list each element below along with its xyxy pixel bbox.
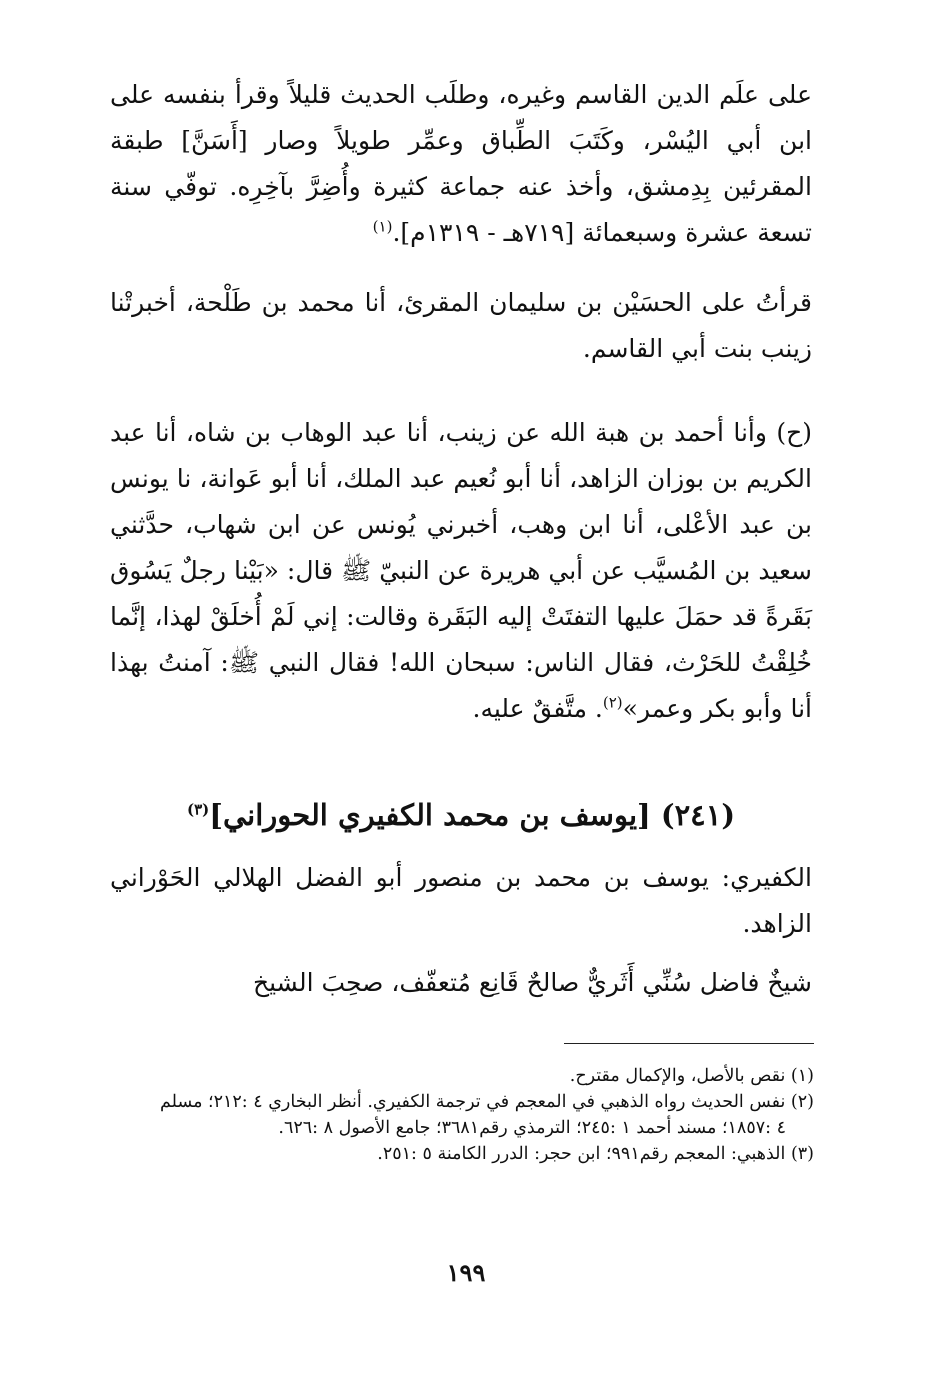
hadith-paragraph <box>110 410 812 732</box>
hadith-text: (ح) وأنا أحمد بن هبة الله عن زينب، أنا عبد الوهاب بن شاه، أنا عبد الكريم بن بوزان الزاهد، أنا أبو نُعيم عبد الملك، أنا أبو عَوانة، نا يونس بن عبد الأعْلى، أنا ابن وهب، أخبرني يُونس عن ابن شهاب، حدَّثني سعيد بن المُسيَّب عن أبي هريرة عن النبيّ ﷺ قال: «بَيْنا رجلٌ يَسُوق بَقَرةً قد حمَلَ عليها التفتَتْ إليه البَقَرة وقالت: إني لَمْ أُخلَقْ لهذا، إنَّما خُلِقْتُ للحَرْث، فقال الناس: سبحان الله! فقال النبي ﷺ: آمنتُ بهذا أنا وأبو بكر وعمر» <box>110 418 812 723</box>
footnote-marker-2: (٢) <box>602 693 623 712</box>
footnote-1: (١) نقص بالأصل، والإكمال مقترح. <box>569 1066 814 1086</box>
footnote-marker-3: (٣) <box>186 800 210 819</box>
biography-paragraph <box>110 72 812 256</box>
hadith-tail: . متَّفقٌ عليه. <box>472 694 603 723</box>
entry-description-paragraph: شيخٌ فاضل سُنِّي أَثَريٌّ صالحٌ قَانِع مُتعفّف، صحِبَ الشيخ <box>252 968 812 997</box>
footnote-marker-1: (١) <box>372 217 393 236</box>
footnote-2: (٢) نفس الحديث رواه الذهبي في المعجم في ترجمة الكفيري. أنظر البخاري ٤ :٢١٢؛ مسلم <box>160 1092 814 1112</box>
page-number: ١٩٩ <box>446 1258 486 1287</box>
footnote-divider <box>564 1043 814 1044</box>
footnote-3: (٣) الذهبي: المعجم رقم٩٩١؛ ابن حجر: الدرر الكامنة ٥ :٢٥١. <box>377 1144 814 1164</box>
paragraph-text: على علَم الدين القاسم وغيره، وطلَب الحديث قليلاً وقرأ بنفسه على ابن أبي اليُسْر، وكَتَبَ الطِّباق وعمِّر طويلاً وصار [أَسَنَّ] طبقة المقرئين بِدِمشق، وأخذ عنه جماعة كثيرة وأُضِرَّ بآخِرِه. توفّي سنة تسعة عشرة وسبعمائة [٧١٩هـ - ١٣١٩م]. <box>110 80 812 247</box>
heading-text: (٢٤١) [يوسف بن محمد الكفيري الحوراني] <box>209 798 736 832</box>
isnad-paragraph: قرأتُ على الحسَيْن بن سليمان المقرئ، أنا محمد بن طَلْحة، أخبرتْنا زينب بنت أبي القاسم. <box>110 288 812 363</box>
entry-name-paragraph: الكفيري: يوسف بن محمد بن منصور أبو الفضل الهلالي الحَوْراني الزاهد. <box>110 863 812 938</box>
footnote-2-continued: ٤ :١٨٥٧؛ مسند أحمد ١ :٢٤٥؛ الترمذي رقم٣٦٨١؛ جامع الأصول ٨ :٦٢٦. <box>278 1118 786 1138</box>
footnotes-section <box>110 1063 814 1167</box>
entry-heading <box>110 793 812 837</box>
